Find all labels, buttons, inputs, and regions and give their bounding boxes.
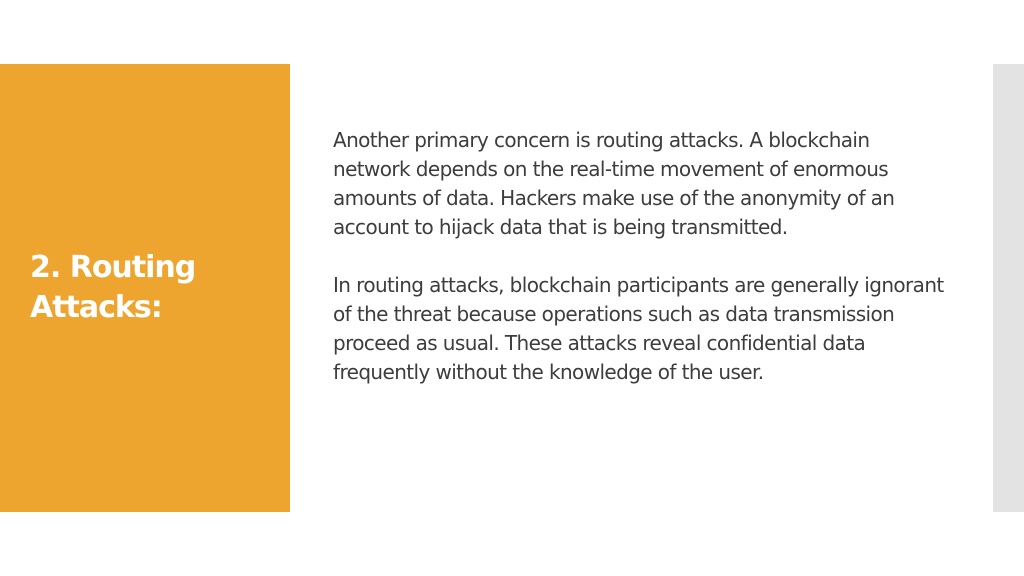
title-panel — [0, 64, 290, 512]
body-paragraph-2: In routing attacks, blockchain participants are generally ignorant of the threat because operations such as data transmission proceed as usual. These attacks reveal confidential data frequently without the knowledge of the user. — [333, 273, 944, 384]
side-strip — [993, 64, 1024, 512]
body-paragraph-1: Another primary concern is routing attacks. A blockchain network depends on the real-time movement of enormous amounts of data. Hackers make use of the anonymity of an account to hijack data that is being transmitted. — [333, 128, 895, 239]
slide-title: 2. Routing Attacks: — [30, 250, 196, 325]
body-text — [333, 126, 948, 416]
